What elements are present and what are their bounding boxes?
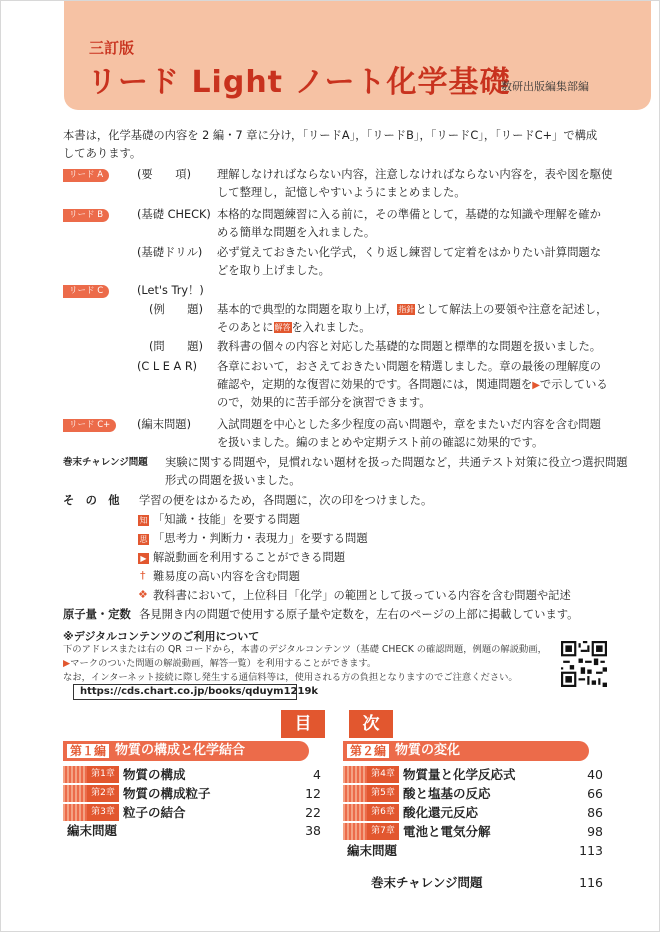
- chapter-page: 12: [305, 786, 321, 801]
- example-label: (例 題): [149, 303, 204, 316]
- mark-text-thinking: 「思考力・判断力・表現力」を要する問題: [153, 532, 368, 545]
- toc-part-2-end[interactable]: [343, 841, 605, 860]
- shishin-mark: 指針: [398, 305, 415, 314]
- chapter-number: 第2章: [87, 785, 119, 802]
- digital-heading: ※デジタルコンテンツのご利用について: [63, 630, 260, 643]
- basic-check-line-1: 本格的な問題練習に入る前に，その準備として，基礎的な知識や理解を確か: [217, 208, 601, 221]
- toc-chapter-1[interactable]: [63, 765, 325, 784]
- chapter-title: 電池と電気分解: [403, 824, 491, 839]
- chapter-title: 物質の構成: [123, 767, 186, 782]
- thinking-mark-icon: 思: [139, 535, 148, 544]
- example-line-1: 基本的で典型的な問題を取り上げ，指針として解法上の要領や注意を記述し，: [217, 303, 608, 316]
- toc-part-1-end[interactable]: [63, 821, 325, 840]
- toc-challenge[interactable]: [371, 873, 605, 892]
- clear-line-1: 各章において，おさえておきたい問題を精選しました。章の最後の理解度の: [217, 360, 601, 373]
- dagger-mark-icon: †: [140, 569, 146, 582]
- chapter-title: 酸と塩基の反応: [403, 786, 491, 801]
- challenge-page: 116: [579, 875, 603, 890]
- end-problems-title: 編末問題: [347, 843, 398, 858]
- toc-chapter-6[interactable]: [343, 803, 605, 822]
- chapter-number: 第3章: [87, 804, 119, 821]
- chapter-title: 粒子の結合: [123, 805, 186, 820]
- end-problems-line-1: 入試問題を中心とした多少程度の高い問題や，章をまたいだ内容を含む問題: [217, 418, 601, 431]
- book-title: リード Light ノート化学基礎: [87, 65, 511, 100]
- part-1-bar[interactable]: [63, 741, 309, 761]
- part-2-title: 物質の変化: [395, 743, 461, 758]
- advanced-mark-icon: ❖: [138, 588, 148, 601]
- digital-line-3: なお，インターネット接続に際し発生する通信料等は，使用される方の負担となりますのでご注意ください。: [63, 672, 518, 683]
- problem-label: (問 題): [149, 340, 204, 353]
- end-problems-page: 38: [305, 823, 321, 838]
- chapter-number: 第5章: [367, 785, 399, 802]
- chapter-title: 酸化還元反応: [403, 805, 479, 820]
- end-problems-page: 113: [579, 843, 603, 858]
- intro-line-2: してあります。: [63, 147, 142, 160]
- clear-label: (C L E A R): [137, 360, 198, 373]
- chapter-number: 第7章: [367, 823, 399, 840]
- challenge-title: 巻末チャレンジ問題: [371, 875, 483, 890]
- intro-line-1: 本書は，化学基礎の内容を 2 編・7 章に分け，「リードA」，「リードB」，「リードC」，「リードC+」で構成: [63, 129, 598, 142]
- mark-text-advanced: 教科書において，上位科目「化学」の範囲として扱っている内容を含む問題や記述: [153, 589, 571, 602]
- part-2-number: 第２編: [347, 744, 389, 758]
- knowledge-mark-icon: 知: [139, 516, 148, 525]
- other-intro: 学習の便をはかるため，各問題に，次の印をつけました。: [139, 494, 433, 507]
- video-mark-icon: ▶: [138, 553, 149, 564]
- digital-url-link[interactable]: https://cds.chart.co.jp/books/qduym1219k: [73, 684, 297, 700]
- part-2-bar[interactable]: [343, 741, 589, 761]
- basic-check-line-2: める簡単な問題を入れました。: [217, 226, 376, 239]
- problem-line-1: 教科書の個々の内容と対応した基礎的な問題と標準的な問題を扱いました。: [217, 340, 602, 353]
- end-problems-label: (編末問題): [137, 418, 192, 431]
- toc-chapter-3[interactable]: [63, 803, 325, 822]
- toc-label-2: 次: [349, 710, 393, 738]
- lets-try-label: (Let's Try！): [137, 284, 204, 297]
- part-1-title: 物質の構成と化学結合: [115, 743, 246, 758]
- lead-a-label: (要 項): [137, 168, 192, 181]
- chapter-number: 第6章: [367, 804, 399, 821]
- toc-chapter-4[interactable]: [343, 765, 605, 784]
- challenge-label: 巻末チャレンジ問題: [63, 457, 148, 468]
- edition-label: 三訂版: [89, 39, 135, 57]
- lead-a-badge: リード A: [63, 169, 109, 182]
- lead-c-badge: リード C: [63, 285, 109, 298]
- atomic-line-1: 各見開き内の問題で使用する原子量や定数を，左右のページの上部に掲載しています。: [139, 608, 579, 621]
- atomic-label: 原子量・定数: [63, 608, 131, 621]
- lead-a-line-2: して整理し，記憶しやすいようにまとめました。: [217, 186, 466, 199]
- basic-drill-label: (基礎ドリル): [137, 246, 203, 259]
- basic-drill-line-2: どを取り上げました。: [217, 264, 330, 277]
- chapter-page: 4: [313, 767, 321, 782]
- end-problems-title: 編末問題: [67, 823, 118, 838]
- toc-label-1: 目: [281, 710, 325, 738]
- basic-check-label: (基礎 CHECK): [137, 208, 211, 221]
- chapter-title: 物質の構成粒子: [123, 786, 211, 801]
- part-1-number: 第１編: [67, 744, 109, 758]
- chapter-page: 86: [587, 805, 603, 820]
- chapter-page: 22: [305, 805, 321, 820]
- chapter-number: 第4章: [367, 766, 399, 783]
- toc-chapter-2[interactable]: [63, 784, 325, 803]
- video-mark-inline-icon: ▶: [63, 658, 71, 669]
- chapter-page: 40: [587, 767, 603, 782]
- publisher-label: 数研出版編集部編: [501, 80, 589, 93]
- clear-line-3: ので，効果的に苦手部分を演習できます。: [217, 396, 431, 409]
- lead-b-badge: リード B: [63, 209, 109, 222]
- mark-text-difficult: 難易度の高い内容を含む問題: [153, 570, 300, 583]
- chapter-number: 第1章: [87, 766, 119, 783]
- challenge-line-1: 実験に関する問題や，見慣れない題材を扱った問題など，共通テスト対策に役立つ選択問題: [165, 456, 628, 469]
- chapter-page: 66: [587, 786, 603, 801]
- qr-code[interactable]: [561, 641, 607, 687]
- kaitou-mark: 解答: [274, 323, 291, 332]
- mark-text-knowledge: 「知識・技能」を要する問題: [153, 513, 300, 526]
- toc-chapter-7[interactable]: [343, 822, 605, 841]
- lead-a-line-1: 理解しなければならない内容，注意しなければならない内容を，表や図を駆使: [217, 168, 613, 181]
- mark-text-video: 解説動画を利用することができる問題: [153, 551, 346, 564]
- digital-line-2-wrap: ▶マークのついた問題の解説動画，解答一覧）を利用することができます。: [63, 658, 377, 669]
- related-problem-arrow-icon: ▶: [532, 380, 540, 391]
- basic-drill-line-1: 必ず覚えておきたい化学式，くり返し練習して定着をはかりたい計算問題な: [217, 246, 602, 259]
- chapter-page: 98: [587, 824, 603, 839]
- clear-line-2: 確認や，定期的な復習に効果的です。各問題には，関連問題を▶で示している: [217, 378, 608, 391]
- chapter-title: 物質量と化学反応式: [403, 767, 516, 782]
- digital-line-1: 下のアドレスまたは右の QR コードから，本書のデジタルコンテンツ（基礎 CHECK の確認問題，例題の解説動画，: [63, 644, 547, 655]
- toc-chapter-5[interactable]: [343, 784, 605, 803]
- lead-c-plus-badge: リード C+: [63, 419, 116, 432]
- challenge-line-2: 形式の問題を扱いました。: [165, 474, 301, 487]
- example-line-2: そのあとに解答を入れました。: [217, 321, 371, 334]
- end-problems-line-2: を扱いました。編のまとめや定期テスト前の確認に効果的です。: [217, 436, 544, 449]
- other-label: そ の 他: [63, 494, 120, 507]
